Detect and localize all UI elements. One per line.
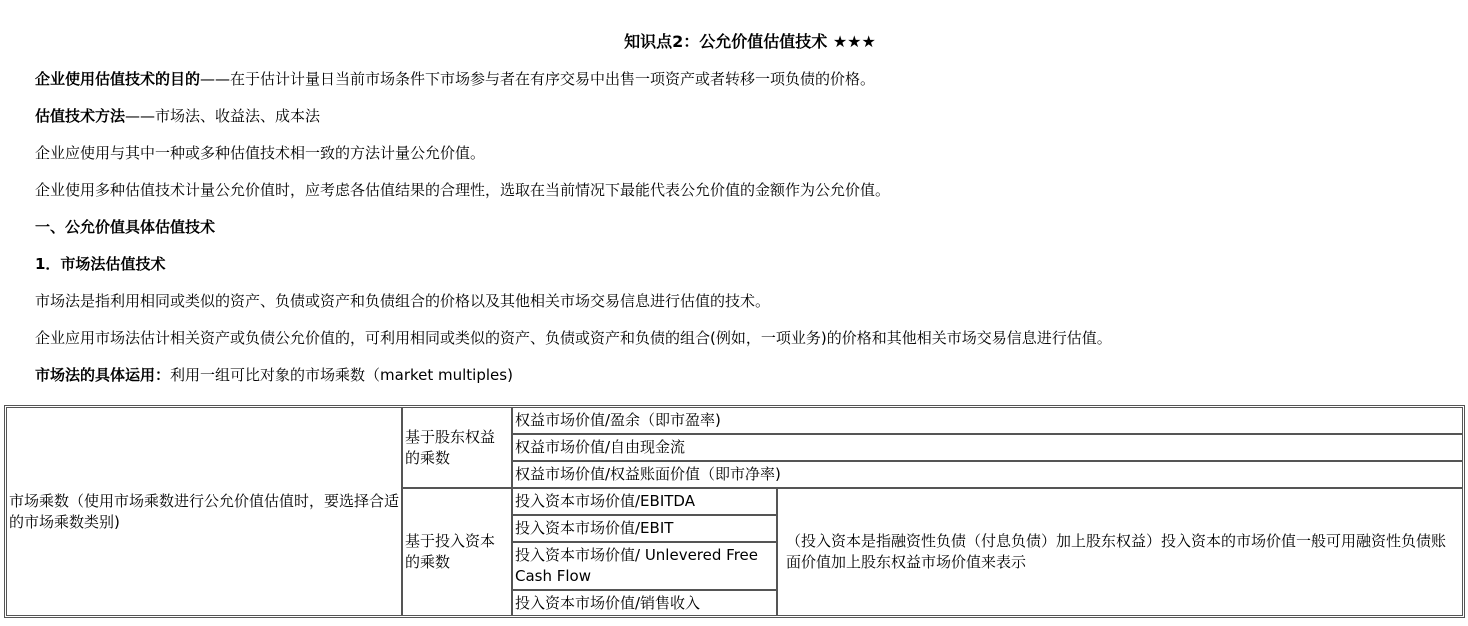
capital-item: 投入资本市场价值/销售收入: [512, 590, 777, 616]
capital-item: 投入资本市场价值/EBITDA: [512, 488, 777, 515]
paragraph-bold: 企业使用估值技术的目的: [35, 70, 201, 88]
capital-note-text: （投入资本是指融资性负债（付息负债）加上股东权益）投入资本的市场价值一般可用融资性负债账面价值加上股东权益市场价值来表示: [786, 532, 1447, 571]
paragraph-bold: 估值技术方法: [35, 107, 126, 125]
paragraph-text: 市场法是指利用相同或类似的资产、负债或资产和负债组合的价格以及其他相关市场交易信息进行估值的技术。: [35, 292, 771, 310]
equity-item: 权益市场价值/权益账面价值（即市净率): [512, 461, 1463, 488]
paragraph-bold: 1．市场法估值技术: [35, 255, 166, 273]
capital-item: 投入资本市场价值/ Unlevered Free Cash Flow: [512, 542, 777, 590]
paragraph-bold: 一、公允价值具体估值技术: [35, 218, 216, 236]
multiples-table: [4, 405, 1465, 618]
equity-item: 权益市场价值/自由现金流: [512, 434, 1463, 461]
section-heading: [35, 216, 215, 238]
equity-group-text: 基于股东权益的乘数: [405, 427, 496, 467]
root-cell: [6, 407, 402, 616]
paragraph: [35, 142, 485, 164]
capital-group-cell: [402, 488, 512, 616]
paragraph-bold: 市场法的具体运用：: [35, 366, 171, 384]
paragraph-text: 利用一组可比对象的市场乘数（market multiples): [170, 366, 513, 384]
capital-item: 投入资本市场价值/EBIT: [512, 515, 777, 542]
paragraph-methods: [35, 105, 320, 127]
paragraph: [35, 179, 890, 201]
root-cell-text: 市场乘数（使用市场乘数进行公允价值估值时，要选择合适的市场乘数类别): [9, 491, 400, 531]
equity-item: 权益市场价值/盈余（即市盈率): [512, 407, 1463, 434]
capital-note-cell: [777, 488, 1463, 616]
page-title: 知识点2：公允价值估值技术 ★★★: [624, 32, 876, 51]
capital-group-text: 基于投入资本的乘数: [405, 532, 496, 571]
paragraph: [35, 290, 770, 312]
subsection-heading: [35, 253, 165, 275]
paragraph: [35, 327, 1112, 349]
equity-group-cell: [402, 407, 512, 488]
paragraph-text: 企业应用市场法估计相关资产或负债公允价值的，可利用相同或类似的资产、负债或资产和负债的组合(例如，一项业务)的价格和其他相关市场交易信息进行估值。: [35, 329, 1112, 347]
paragraph-text: ——市场法、收益法、成本法: [125, 107, 321, 125]
paragraph-purpose: [35, 68, 875, 90]
paragraph-text: 企业使用多种估值技术计量公允价值时，应考虑各估值结果的合理性，选取在当前情况下最能代表公允价值的金额作为公允价值。: [35, 181, 891, 199]
paragraph-text: 企业应使用与其中一种或多种估值技术相一致的方法计量公允价值。: [35, 144, 486, 162]
paragraph-text: ——在于估计计量日当前市场条件下市场参与者在有序交易中出售一项资产或者转移一项负债的价格。: [200, 70, 876, 88]
paragraph-application: [35, 364, 513, 386]
